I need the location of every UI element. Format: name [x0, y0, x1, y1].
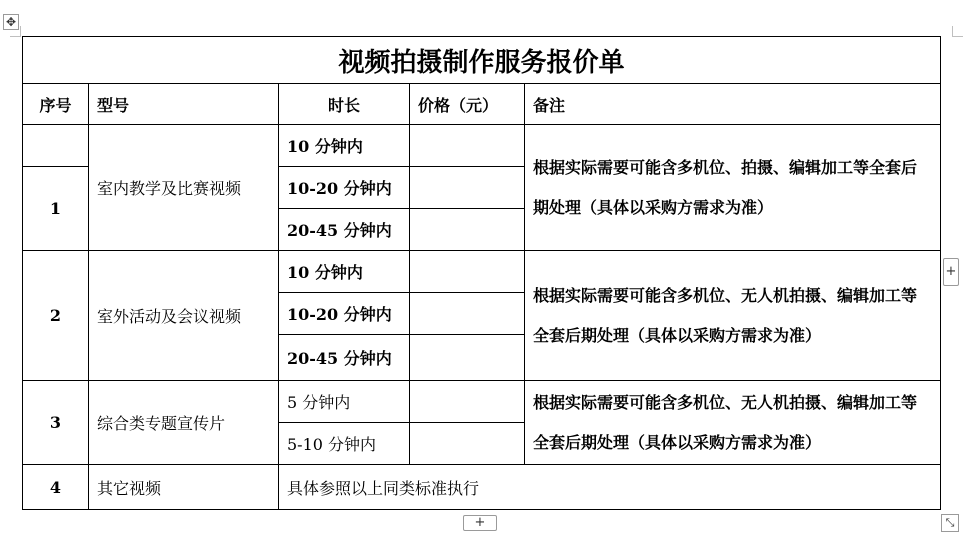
header-row	[23, 84, 941, 125]
header-seq: 序号	[23, 84, 89, 125]
table-row	[23, 465, 941, 510]
type-cell: 综合类专题宣传片	[89, 381, 279, 465]
seq-cell: 2	[23, 251, 89, 381]
seq-cell: 4	[23, 465, 89, 510]
add-column-button[interactable]: +	[943, 258, 959, 286]
type-cell: 室内教学及比赛视频	[89, 125, 279, 251]
header-type: 型号	[89, 84, 279, 125]
add-row-button[interactable]: +	[463, 515, 497, 531]
header-note: 备注	[525, 84, 941, 125]
price-cell[interactable]	[410, 209, 525, 251]
price-cell[interactable]	[410, 381, 525, 423]
table-move-handle[interactable]: ✥	[3, 14, 19, 30]
quotation-table	[22, 36, 941, 510]
note-cell: 具体参照以上同类标准执行	[279, 465, 941, 510]
table-row	[23, 381, 941, 423]
duration-cell: 5 分钟内	[279, 381, 410, 423]
duration-cell: 5-10 分钟内	[279, 423, 410, 465]
table-resize-handle[interactable]: ⤡	[941, 514, 959, 532]
price-cell[interactable]	[410, 293, 525, 335]
header-price: 价格（元）	[410, 84, 525, 125]
note-cell: 根据实际需要可能含多机位、无人机拍摄、编辑加工等全套后期处理（具体以采购方需求为准）	[525, 381, 941, 465]
note-cell: 根据实际需要可能含多机位、无人机拍摄、编辑加工等全套后期处理（具体以采购方需求为准）	[525, 251, 941, 381]
duration-cell: 10-20 分钟内	[279, 293, 410, 335]
seq-cell: 3	[23, 381, 89, 465]
title-row	[23, 37, 941, 84]
seq-blank-cell	[23, 125, 89, 167]
duration-cell: 10 分钟内	[279, 251, 410, 293]
price-cell[interactable]	[410, 125, 525, 167]
page-corner-mark-left	[10, 26, 21, 37]
table-row	[23, 125, 941, 167]
header-duration: 时长	[279, 84, 410, 125]
price-cell[interactable]	[410, 167, 525, 209]
price-cell[interactable]	[410, 335, 525, 381]
note-cell: 根据实际需要可能含多机位、拍摄、编辑加工等全套后期处理（具体以采购方需求为准）	[525, 125, 941, 251]
duration-cell: 20-45 分钟内	[279, 335, 410, 381]
type-cell: 其它视频	[89, 465, 279, 510]
duration-cell: 10-20 分钟内	[279, 167, 410, 209]
seq-cell: 1	[23, 167, 89, 251]
duration-cell: 10 分钟内	[279, 125, 410, 167]
page-corner-mark-right	[952, 26, 963, 37]
price-cell[interactable]	[410, 423, 525, 465]
type-cell: 室外活动及会议视频	[89, 251, 279, 381]
duration-cell: 20-45 分钟内	[279, 209, 410, 251]
price-cell[interactable]	[410, 251, 525, 293]
table-title: 视频拍摄制作服务报价单	[23, 37, 941, 84]
table-row	[23, 251, 941, 293]
